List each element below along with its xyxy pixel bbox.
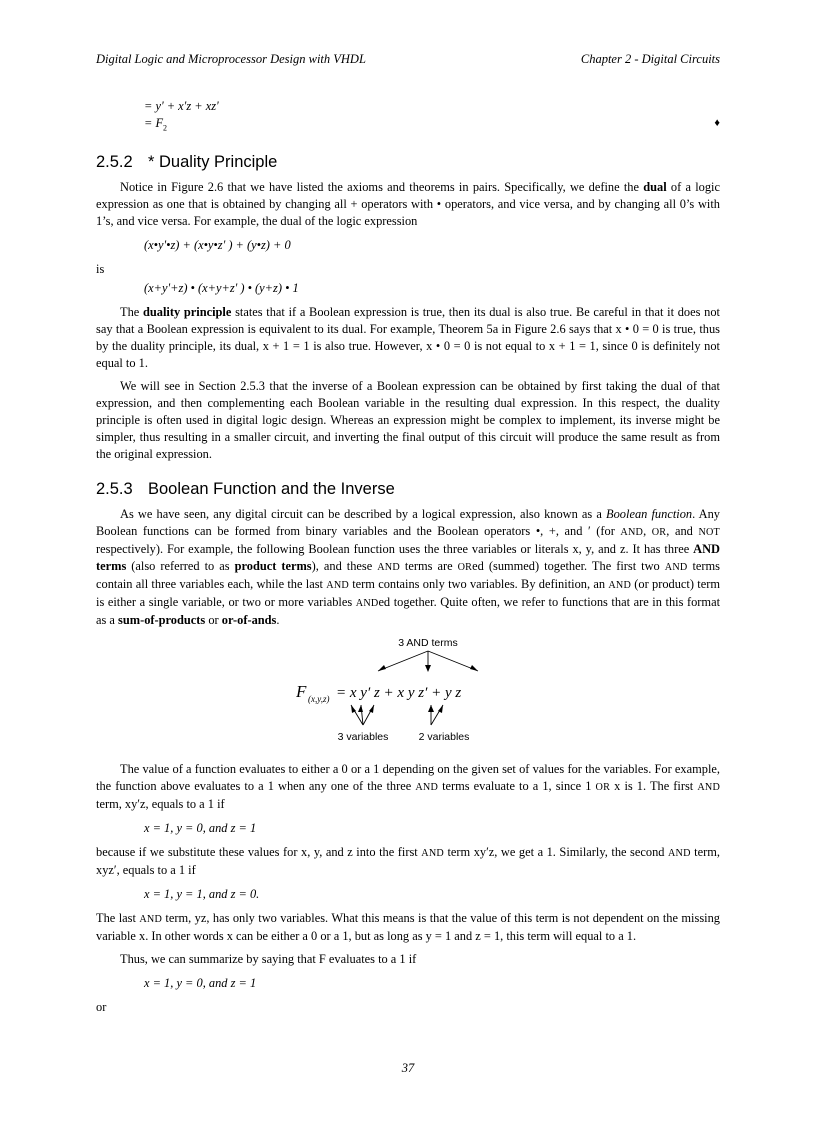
text-run: AND terms <box>96 542 720 574</box>
text-run: AND <box>326 580 349 592</box>
function-name: F <box>296 682 307 702</box>
text-run: OR <box>457 562 473 574</box>
text-run: The value of a function evaluates to either a 0 or a 1 depending on the given set of values for the variables. For example, the function above evaluates to a 1 when any one of the three <box>96 762 720 794</box>
text-run: dual <box>643 180 667 195</box>
section-heading-2-5-3: 2.5.3 Boolean Function and the Inverse <box>96 480 395 499</box>
paragraph-last-term <box>96 910 720 945</box>
condition-summary: x = 1, y = 0, and z = 1 <box>144 976 257 991</box>
paragraph-boolean-function <box>96 506 720 629</box>
text-run: As we have seen, any digital circuit can be described by a logical expression, also known as a <box>120 507 607 522</box>
text-run: product terms <box>234 559 312 574</box>
text-run: The <box>120 305 143 320</box>
text-run: OR <box>595 782 611 794</box>
text-run: term, xy′z, equals to a 1 if <box>96 797 225 812</box>
arrow-heads-bottom <box>351 705 443 713</box>
text-run: NOT <box>698 527 720 539</box>
text-run: AND <box>415 782 438 794</box>
paragraph-summary: Thus, we can summarize by saying that F evaluates to a 1 if <box>120 952 417 967</box>
text-run: term, yz, has only two variables. What this means is that the value of this term is not dependent on the missing variable x. In other words x can be either a 0 or a 1, but as long as y = 1 and z = 1, this term will equal to a 1. <box>96 911 720 944</box>
text-run: The last <box>96 911 140 926</box>
text-run: x is 1. The first <box>610 779 698 794</box>
text-run: (or product) term is either a single variable, or two or more variables <box>96 577 720 610</box>
arrow-heads-top <box>378 665 478 672</box>
text-run: or-of-ands <box>221 613 277 628</box>
text-run: states that if a Boolean expression is true, then its dual is also true. Be careful in that it does not say that a Boolean expression is equivalent to its dual. For example, Theorem 5a in Figure 2.6 says that x • 0 = 0 is true, thus by the duality principle, its dual, x + 1 = 1 is also true. However, x • 0 = 0 is not equal to x + 1 = 1, since 0 is definitely not equal to 1. <box>96 305 720 371</box>
condition-first-term: x = 1, y = 0, and z = 1 <box>144 821 257 836</box>
text-run: Notice in Figure 2.6 that we have listed the axioms and theorems in pairs. Specifically, we define the <box>120 180 644 195</box>
formula-dual: (x+y'+z) • (x+y+z' ) • (y+z) • 1 <box>144 281 299 296</box>
text-run: AND <box>608 580 632 592</box>
label-2-variables: 2 variables <box>418 731 470 744</box>
paragraph-duality-principle <box>96 304 720 372</box>
label-3-variables: 3 variables <box>337 731 389 744</box>
text-run: AND <box>139 914 162 926</box>
text-run: AND <box>620 527 644 539</box>
is-word: is <box>96 262 105 277</box>
text-run: terms evaluate to a 1, since 1 <box>438 779 596 794</box>
text-run: . Any Boolean functions can be formed from binary variables and the Boolean operators •, +, and ′ (for <box>96 507 720 539</box>
text-run: terms are <box>399 559 458 574</box>
running-header-title: Digital Logic and Microprocessor Design with VHDL <box>96 52 366 66</box>
condition-second-term: x = 1, y = 1, and z = 0. <box>144 887 260 902</box>
text-run: term, xyz′, equals to a 1 if <box>96 845 720 878</box>
or-word: or <box>96 1000 107 1015</box>
text-run: ed together. Quite often, we refer to functions that are in this format as a <box>96 595 721 628</box>
paragraph-function-value <box>96 761 720 813</box>
text-run: or <box>205 613 222 628</box>
arrows-to-variables <box>351 705 443 725</box>
text-run: . <box>276 613 280 628</box>
text-run: OR <box>651 527 667 539</box>
page-number: 37 <box>401 1061 415 1075</box>
text-run: AND <box>355 598 379 610</box>
page-content <box>96 98 720 1016</box>
running-header-chapter: Chapter 2 - Digital Circuits <box>580 52 720 66</box>
text-run: sum-of-products <box>118 613 206 628</box>
end-of-proof-mark: ♦ <box>714 117 720 129</box>
equation-line-1: = y' + x'z + xz' <box>144 99 219 113</box>
text-run: because if we substitute these values for x, y, and z into the first <box>96 845 422 860</box>
formula-original: (x•y'•z) + (x•y•z' ) + (y•z) + 0 <box>144 238 291 253</box>
text-run: respectively). For example, the following Boolean function uses the three variables or literals x, y, and z. It has three <box>96 542 694 557</box>
function-args: (x,y,z) <box>308 694 330 705</box>
text-run: (also referred to as <box>126 559 235 574</box>
equation-continuation <box>144 98 720 136</box>
text-run: , and <box>666 524 699 539</box>
boolean-function-figure <box>96 635 720 753</box>
text-run: AND <box>377 562 400 574</box>
section-heading-2-5-2: 2.5.2 * Duality Principle <box>96 153 278 172</box>
paragraph-substitution <box>96 844 720 879</box>
text-run: of a logic expression as one that is obtained by changing all + operators with • operators, and vice versa, and by changing all 0’s with 1’s, and vice versa. For example, the dual of the logic expression <box>96 180 720 229</box>
label-and-terms: 3 AND terms <box>398 637 458 650</box>
function-diagram <box>296 635 526 753</box>
text-run: AND <box>421 848 444 860</box>
text-run: ed (summed) together. The first two <box>472 559 665 574</box>
text-run: term contains only two variables. By definition, an <box>348 577 609 592</box>
equation-line-2: = $F_2$ ♦ <box>144 116 720 133</box>
text-run: term xy′z, we get a 1. Similarly, the second <box>443 845 668 860</box>
text-run: AND <box>667 848 691 860</box>
text-run: Boolean function <box>606 507 693 522</box>
text-run: AND <box>664 562 688 574</box>
text-run: terms contain all three variables each, while the last <box>96 559 720 592</box>
text-run: , <box>643 524 652 539</box>
text-run: ), and these <box>311 559 378 574</box>
function-expression: = x y′ z + x y z′ + y z <box>336 685 462 702</box>
paragraph-dual-definition <box>96 179 720 230</box>
text-run: duality principle <box>142 305 232 320</box>
paragraph-inverse-preview: We will see in Section 2.5.3 that the inverse of a Boolean expression can be obtained by first taking the dual of that expression, and then complementing each Boolean variable in the resulting dual expression. In this respect, the duality principle is often used in digital logic design. Whereas an expression might be complex to implement, its inverse might be simpler, thus resulting in a smaller circuit, and inverting the final output of this circuit will produce the same result as from the original expression. <box>96 379 720 462</box>
text-run: AND <box>697 782 720 794</box>
